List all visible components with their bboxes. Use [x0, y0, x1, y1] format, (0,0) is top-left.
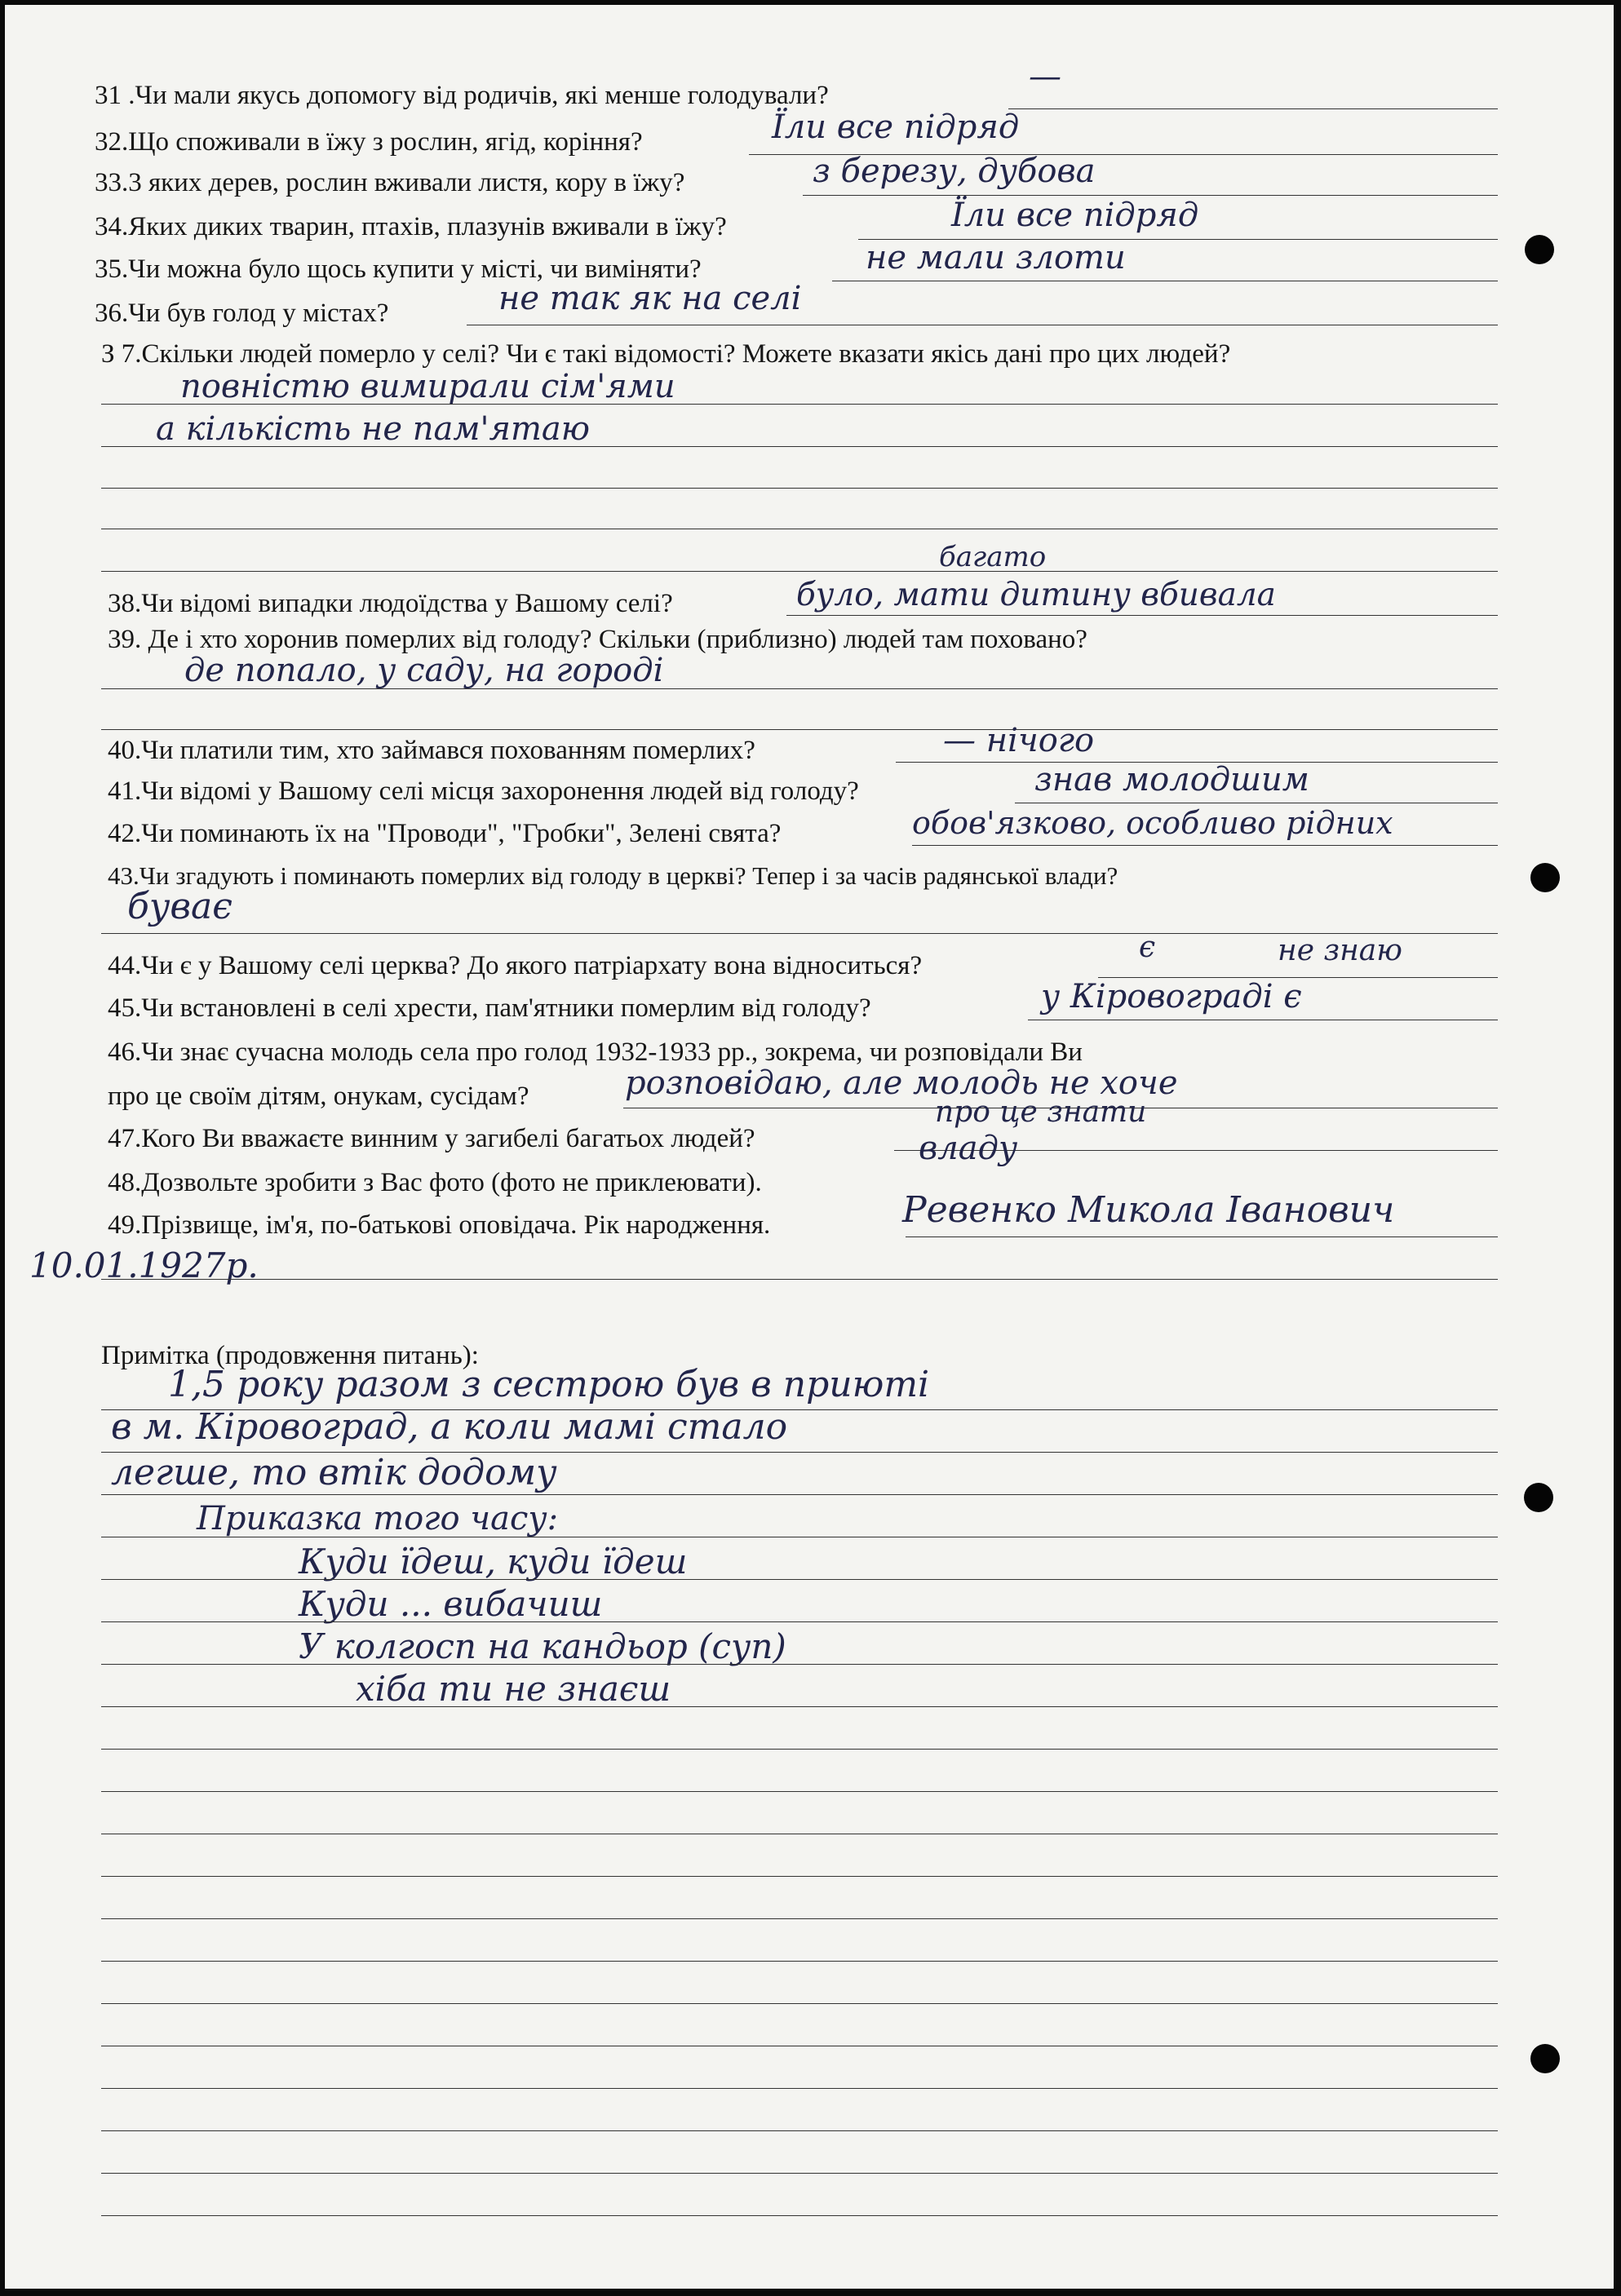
answer-37-line-2: а кількість не пам'ятаю	[156, 410, 590, 448]
notes-label: Примітка (продовження питань):	[101, 1341, 479, 1370]
question-36: 36.Чи був голод у містах?	[95, 299, 389, 328]
question-35: 35.Чи можна було щось купити у місті, чи виміняти?	[95, 254, 702, 284]
question-48: 48.Дозвольте зробити з Вас фото (фото не приклеювати).	[108, 1168, 762, 1197]
note-line: У колгосп на кандьор (суп)	[299, 1626, 786, 1666]
answer-line	[101, 1279, 1498, 1280]
answer-line	[101, 2130, 1498, 2131]
answer-line	[912, 845, 1498, 846]
answer-line	[101, 1706, 1498, 1707]
answer-line	[101, 1664, 1498, 1665]
question-38: 38.Чи відомі випадки людоїдства у Вашому селі?	[108, 589, 673, 618]
answer-46: розповідаю, але молодь не хоче	[625, 1064, 1178, 1102]
question-45: 45.Чи встановлені в селі хрести, пам'ятники померлим від голоду?	[108, 993, 871, 1023]
answer-line	[101, 2003, 1498, 2004]
answer-45: у Кіровограді є	[1041, 978, 1302, 1015]
answer-line	[101, 1876, 1498, 1877]
answer-41: знав молодшим	[1034, 761, 1309, 799]
answer-line	[101, 1621, 1498, 1622]
answer-47: владу	[919, 1130, 1018, 1167]
answer-44-b: не знаю	[1278, 934, 1402, 967]
note-line: Куди ... вибачиш	[299, 1584, 603, 1624]
answer-line	[101, 729, 1498, 730]
question-47: 47.Кого Ви вважаєте винним у загибелі багатьох людей?	[108, 1124, 755, 1153]
question-34: 34.Яких диких тварин, птахів, плазунів вживали в їжу?	[95, 212, 727, 241]
answer-line	[101, 1961, 1498, 1962]
answer-line	[101, 488, 1498, 489]
answer-line	[1008, 108, 1498, 109]
answer-31: —	[1029, 58, 1061, 95]
answer-line	[101, 1579, 1498, 1580]
answer-line	[101, 1918, 1498, 1919]
answer-37-line-1: повністю вимирали сім'ями	[180, 368, 675, 405]
birth-date: 10.01.1927р.	[29, 1245, 259, 1285]
answer-36: не так як на селі	[498, 280, 802, 317]
answer-40: — нічого	[943, 722, 1095, 759]
answer-line	[803, 195, 1498, 196]
question-40: 40.Чи платили тим, хто займався похованням померлих?	[108, 736, 755, 765]
answer-line	[101, 688, 1498, 689]
note-line: Приказка того часу:	[197, 1500, 559, 1537]
question-33: 33.3 яких дерев, рослин вживали листя, кору в їжу?	[95, 168, 685, 197]
note-line: легше, то втік додому	[111, 1452, 557, 1493]
punch-hole	[1525, 235, 1554, 264]
question-41: 41.Чи відомі у Вашому селі місця захоронення людей від голоду?	[108, 776, 859, 806]
note-line: в м. Кіровоград, а коли мамі стало	[111, 1406, 788, 1448]
answer-line	[101, 1749, 1498, 1750]
questionnaire-page	[5, 5, 1614, 2289]
punch-hole	[1530, 863, 1560, 892]
answer-46-continued: про це знати	[935, 1095, 1147, 1129]
punch-hole	[1524, 1483, 1553, 1512]
question-46-line-2: про це своїм дітям, онукам, сусідам?	[108, 1082, 529, 1111]
answer-line	[101, 404, 1498, 405]
question-44: 44.Чи є у Вашому селі церква? До якого патріархату вона відноситься?	[108, 951, 923, 980]
answer-line	[101, 2088, 1498, 2089]
answer-39: де попало, у саду, на городі	[184, 652, 664, 689]
question-31: 31 .Чи мали якусь допомогу від родичів, які менше голодували?	[95, 81, 829, 110]
narrator-name: Ревенко Микола Іванович	[902, 1189, 1395, 1231]
answer-43: буває	[127, 886, 233, 927]
answer-33: з березу, дубова	[813, 153, 1096, 190]
question-49: 49.Прізвище, ім'я, по-батькові оповідача. Рік народження.	[108, 1210, 771, 1240]
answer-line	[786, 615, 1498, 616]
answer-35: не мали злоти	[866, 239, 1126, 276]
answer-line	[101, 446, 1498, 447]
note-line: Куди їдеш, куди їдеш	[299, 1542, 688, 1582]
question-43: 43.Чи згадують і поминають померлих від голоду в церкві? Тепер і за часів радянської влади?	[108, 861, 1118, 890]
question-37: З 7.Скільки людей померло у селі? Чи є такі відомості? Можете вказати якісь дані про цих людей?	[101, 339, 1231, 369]
answer-38-above: багато	[939, 541, 1047, 573]
question-39: 39. Де і хто хоронив померлих від голоду? Скільки (приблизно) людей там поховано?	[108, 625, 1087, 654]
note-line: хіба ти не знаєш	[356, 1669, 671, 1709]
answer-line	[101, 2215, 1498, 2216]
answer-line	[101, 571, 1498, 572]
answer-32: Їли все підряд	[772, 108, 1020, 146]
punch-hole	[1530, 2044, 1560, 2073]
answer-line	[906, 1236, 1498, 1237]
question-42: 42.Чи поминають їх на "Проводи", "Гробки", Зелені свята?	[108, 819, 782, 848]
answer-44-a: є	[1139, 931, 1156, 964]
answer-42: обов'язково, особливо рідних	[912, 805, 1393, 841]
answer-38: було, мати дитину вбивала	[796, 577, 1276, 613]
question-46-line-1: 46.Чи знає сучасна молодь села про голод 1932-1933 рр., зокрема, чи розповідали Ви	[108, 1037, 1083, 1067]
answer-line	[101, 1494, 1498, 1495]
answer-34: Їли все підряд	[951, 197, 1199, 234]
question-32: 32.Що споживали в їжу з рослин, ягід, коріння?	[95, 127, 643, 157]
answer-line	[101, 1791, 1498, 1792]
note-line: 1,5 року разом з сестрою був в приюті	[168, 1364, 930, 1405]
answer-line	[101, 2173, 1498, 2174]
